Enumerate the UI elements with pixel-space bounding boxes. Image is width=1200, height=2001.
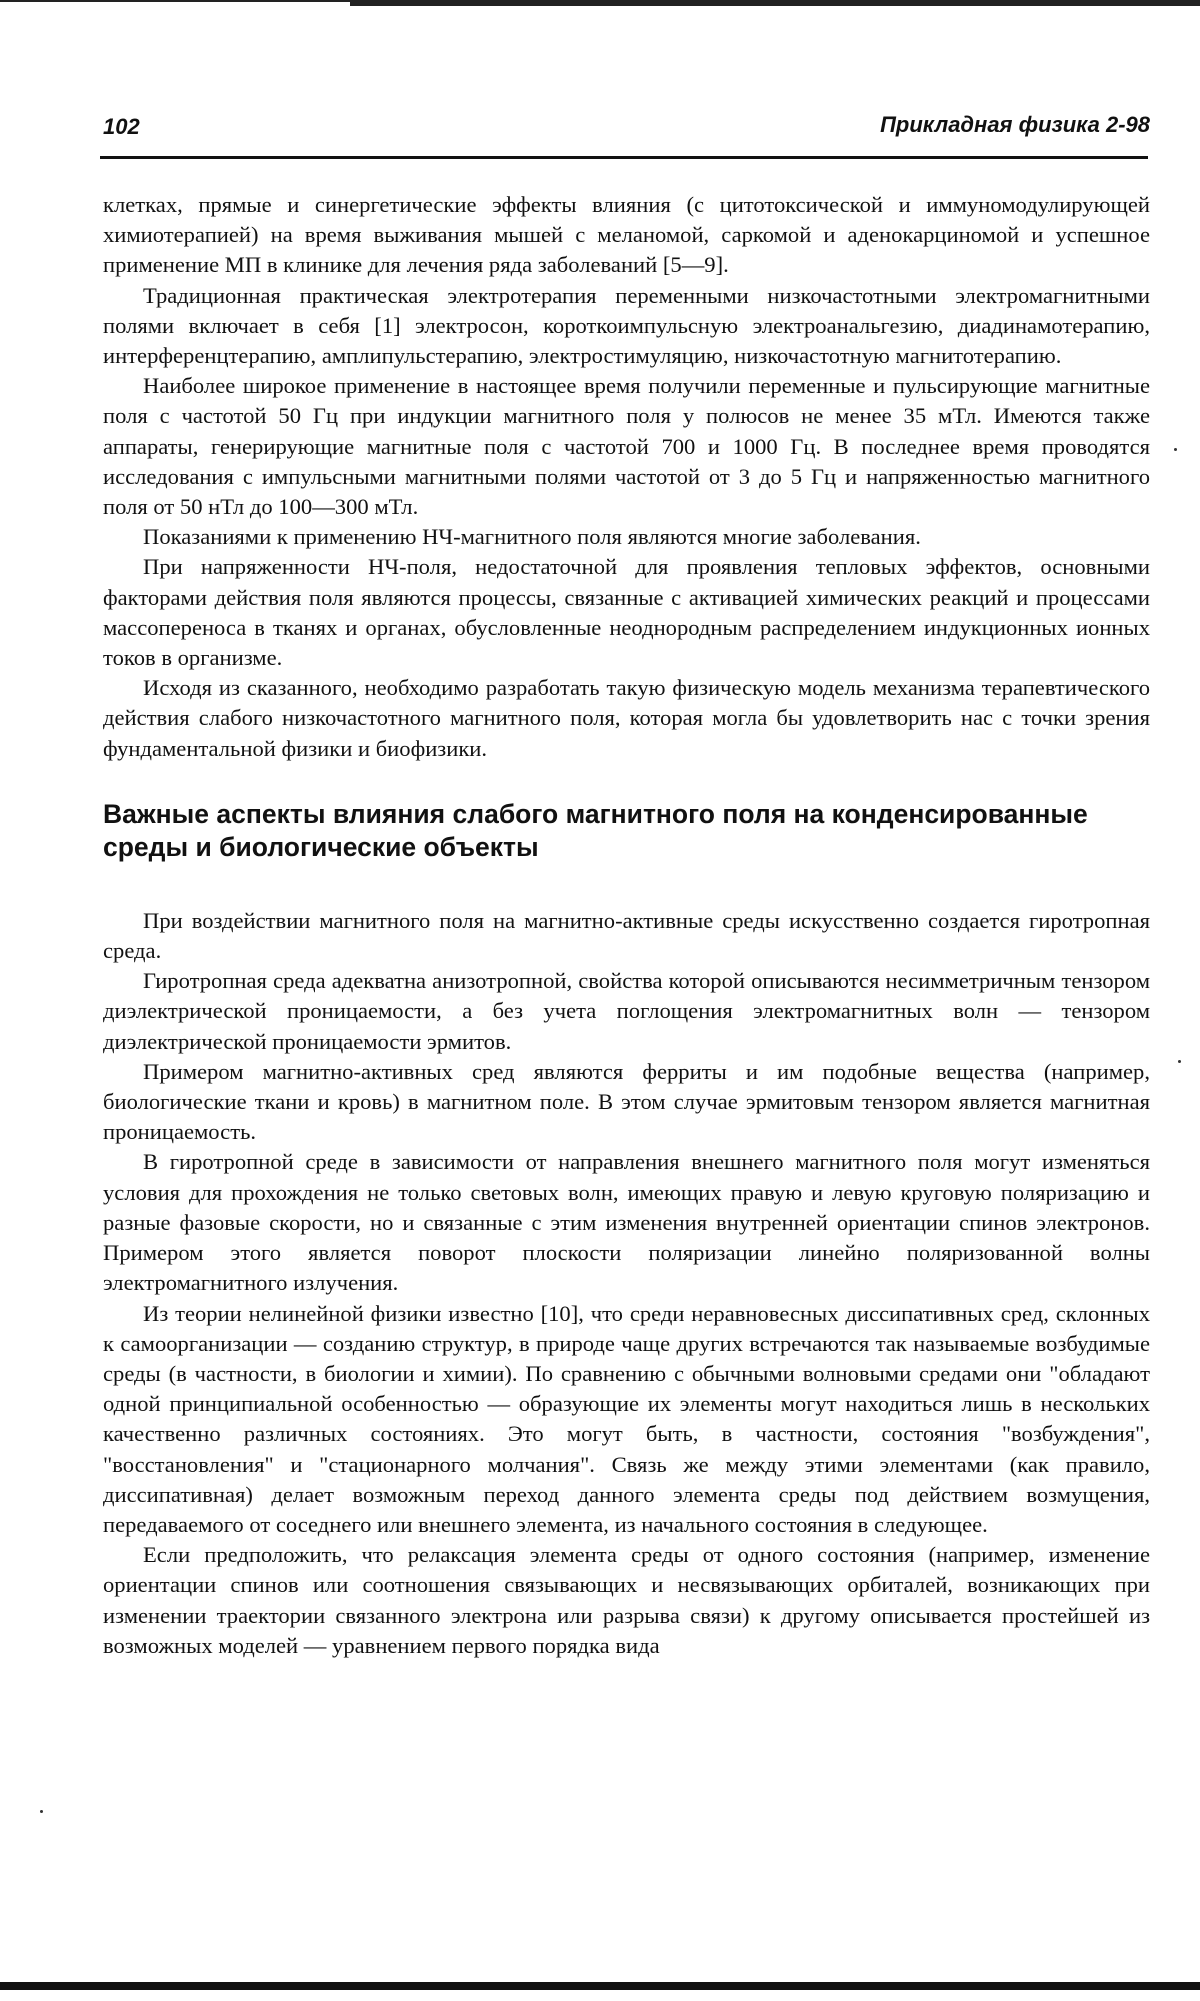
scan-speck	[1174, 448, 1177, 451]
running-title: Прикладная физика 2-98	[880, 112, 1150, 137]
paragraph: Примером магнитно-активных сред являются ферриты и им подобные вещества (например, биологические ткани и кровь) в магнитном поле. В этом случае эрмитовым тензором является магнитная проницаемость.	[103, 1058, 1150, 1145]
paragraph: Традиционная практическая электротерапия переменными низкочастотными электромагнитными полями включает в себя [1] электросон, короткоимпульсную электроанальгезию, диадинамотерапию, интерференцтерапию, амплипульстерапию, электростимуляцию, низкочастотную магнитотерапию.	[103, 282, 1150, 369]
page-number: 102	[103, 114, 140, 139]
scan-edge-top-shadow	[350, 2, 1200, 6]
paragraph: Из теории нелинейной физики известно [10], что среди неравновесных диссипативных сред, склонных к самоорганизации — созданию структур, в природе чаще других встречаются так называемые возбудимые среды (в частности, в биологии и химии). По сравнению с обычными волновыми средами они "обладают одной принципиальной особенностью — образующие их элементы могут находиться лишь в нескольких качественно различных состояниях. Это могут быть, в частности, состояния "возбуждения", "восстановления" и "стационарного молчания". Связь же между этими элементами (как правило, диссипативная) делает возможным переход данного элемента среды под действием возмущения, передаваемого от соседнего или внешнего элемента, из начального состояния в следующее.	[103, 1300, 1150, 1537]
header-rule	[100, 156, 1148, 159]
paragraph: Показаниями к применению НЧ-магнитного поля являются многие заболевания.	[143, 524, 921, 550]
paragraph: Гиротропная среда адекватна анизотропной, свойства которой описываются несимметричным тензором диэлектрической проницаемости, а без учета поглощения электромагнитных волн — тензором диэлектрической проницаемости эрмитов.	[103, 968, 1150, 1054]
paragraph: При воздействии магнитного поля на магнитно-активные среды искусственно создается гиротропная среда.	[103, 907, 1150, 964]
paragraph: В гиротропной среде в зависимости от направления внешнего магнитного поля могут изменяться условия для прохождения не только световых волн, имеющих правую и левую круговую поляризацию и разные фазовые скорости, но и связанные с этим изменения внутренней ориентации спинов электронов. Примером этого является поворот плоскости поляризации линейно поляризованной волны электромагнитного излучения.	[103, 1149, 1150, 1296]
paragraph: Если предположить, что релаксация элемента среды от одного состояния (например, изменение ориентации спинов или соотношения связывающих и несвязывающих орбиталей, возникающих при изменении траектории связанного электрона или разрыва связи) к другому описывается простейшей из возможных моделей — уравнением первого порядка вида	[103, 1542, 1150, 1658]
scan-speck	[40, 1810, 43, 1813]
paragraph: клетках, прямые и синергетические эффекты влияния (с цитотоксической и иммуномодулирующей химиотерапией) на время выживания мышей с меланомой, саркомой и аденокарциномой и успешное применение МП в клинике для лечения ряда заболеваний [5—9].	[103, 192, 1150, 278]
scan-edge-bottom	[0, 1982, 1200, 1990]
page-body	[103, 190, 1150, 1661]
paragraph: Наиболее широкое применение в настоящее время получили переменные и пульсирующие магнитные поля с частотой 50 Гц при индукции магнитного поля у полюсов не менее 35 мТл. Имеются также аппараты, генерирующие магнитные поля с частотой 700 и 1000 Гц. В последнее время проводятся исследования с импульсными магнитными полями частотой от 3 до 5 Гц и напряженностью магнитного поля от 50 нТл до 100—300 мТл.	[103, 373, 1150, 520]
paragraph: Исходя из сказанного, необходимо разработать такую физическую модель механизма терапевтического действия слабого низкочастотного магнитного поля, которая могла бы удовлетворить нас с точки зрения фундаментальной физики и биофизики.	[103, 675, 1150, 761]
section-heading: Важные аспекты влияния слабого магнитного поля на конденсированные среды и биологические объекты	[103, 798, 1088, 862]
scan-speck	[1178, 1060, 1181, 1063]
page-header	[103, 112, 1150, 146]
paragraph: При напряженности НЧ-поля, недостаточной для проявления тепловых эффектов, основными факторами действия поля являются процессы, связанные с активацией химических реакций и процессами массопереноса в тканях и органах, обусловленные неоднородным распределением индукционных ионных токов в организме.	[103, 554, 1150, 671]
